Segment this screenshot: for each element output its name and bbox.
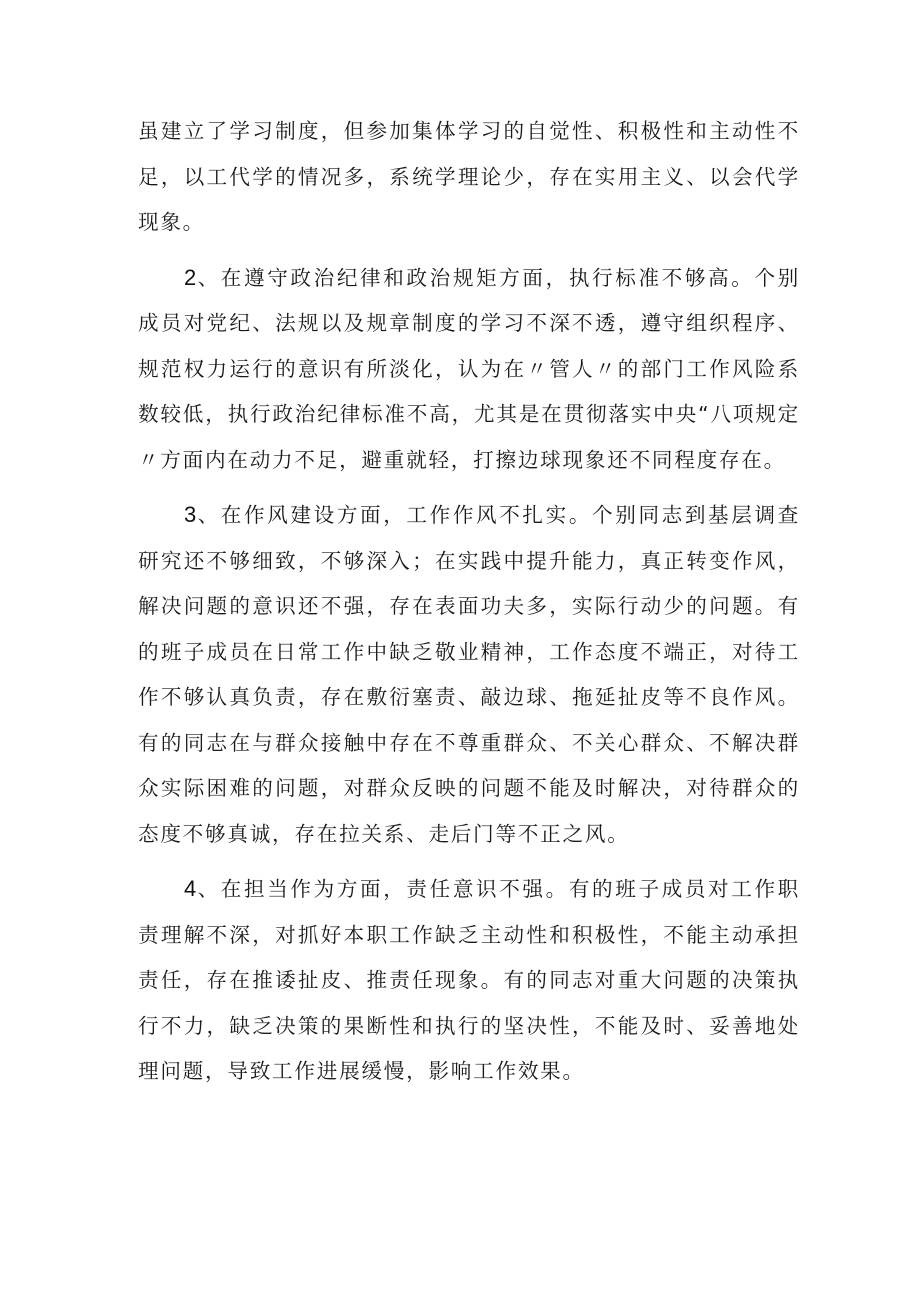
paragraph-text: 、在遵守政治纪律和政治规矩方面，执行标准不够高。个别成员对党纪、法规以及规章制度的学习不深不透，遵守组织程序、规范权力运行的意识有所淡化，认为在〃管人〃的部门工作风险系数较低，执行政治纪律标准不高，尤其是在贯彻落实中央“八项规定〃方面内在动力不足，避重就轻，打擦边球现象还不同程度存在。 <box>138 265 800 472</box>
document-body <box>138 109 800 1104</box>
paragraph-1-continuation <box>138 109 800 246</box>
paragraph-text: 、在作风建设方面，工作作风不扎实。个别同志到基层调查研究还不够细致，不够深入；在实践中提升能力，真正转变作风，解决问题的意识还不强，存在表面功夫多，实际行动少的问题。有的班子成员在日常工作中缺乏敬业精神，工作态度不端正，对待工作不够认真负责，存在敷衍塞责、敲边球、拖延扯皮等不良作风。有的同志在与群众接触中存在不尊重群众、不关心群众、不解决群众实际困难的问题，对群众反映的问题不能及时解决，对待群众的态度不够真诚，存在拉关系、走后门等不正之风。 <box>138 503 800 846</box>
paragraph-3 <box>138 492 800 857</box>
paragraph-2 <box>138 255 800 484</box>
paragraph-text: 、在担当作为方面，责任意识不强。有的班子成员对工作职责理解不深，对抓好本职工作缺乏主动性和积极性，不能主动承担责任，存在推诿扯皮、推责任现象。有的同志对重大问题的决策执行不力，缺乏决策的果断性和执行的坚决性，不能及时、妥善地处理问题，导致工作进展缓慢，影响工作效果。 <box>138 877 800 1083</box>
paragraph-4 <box>138 866 800 1095</box>
paragraph-text: 虽建立了学习制度，但参加集体学习的自觉性、积极性和主动性不足，以工代学的情况多，系统学理论少，存在实用主义、以会代学现象。 <box>138 119 800 234</box>
paragraph-number: 3 <box>184 502 197 527</box>
paragraph-number: 2 <box>184 264 197 290</box>
paragraph-number: 4 <box>184 876 197 901</box>
